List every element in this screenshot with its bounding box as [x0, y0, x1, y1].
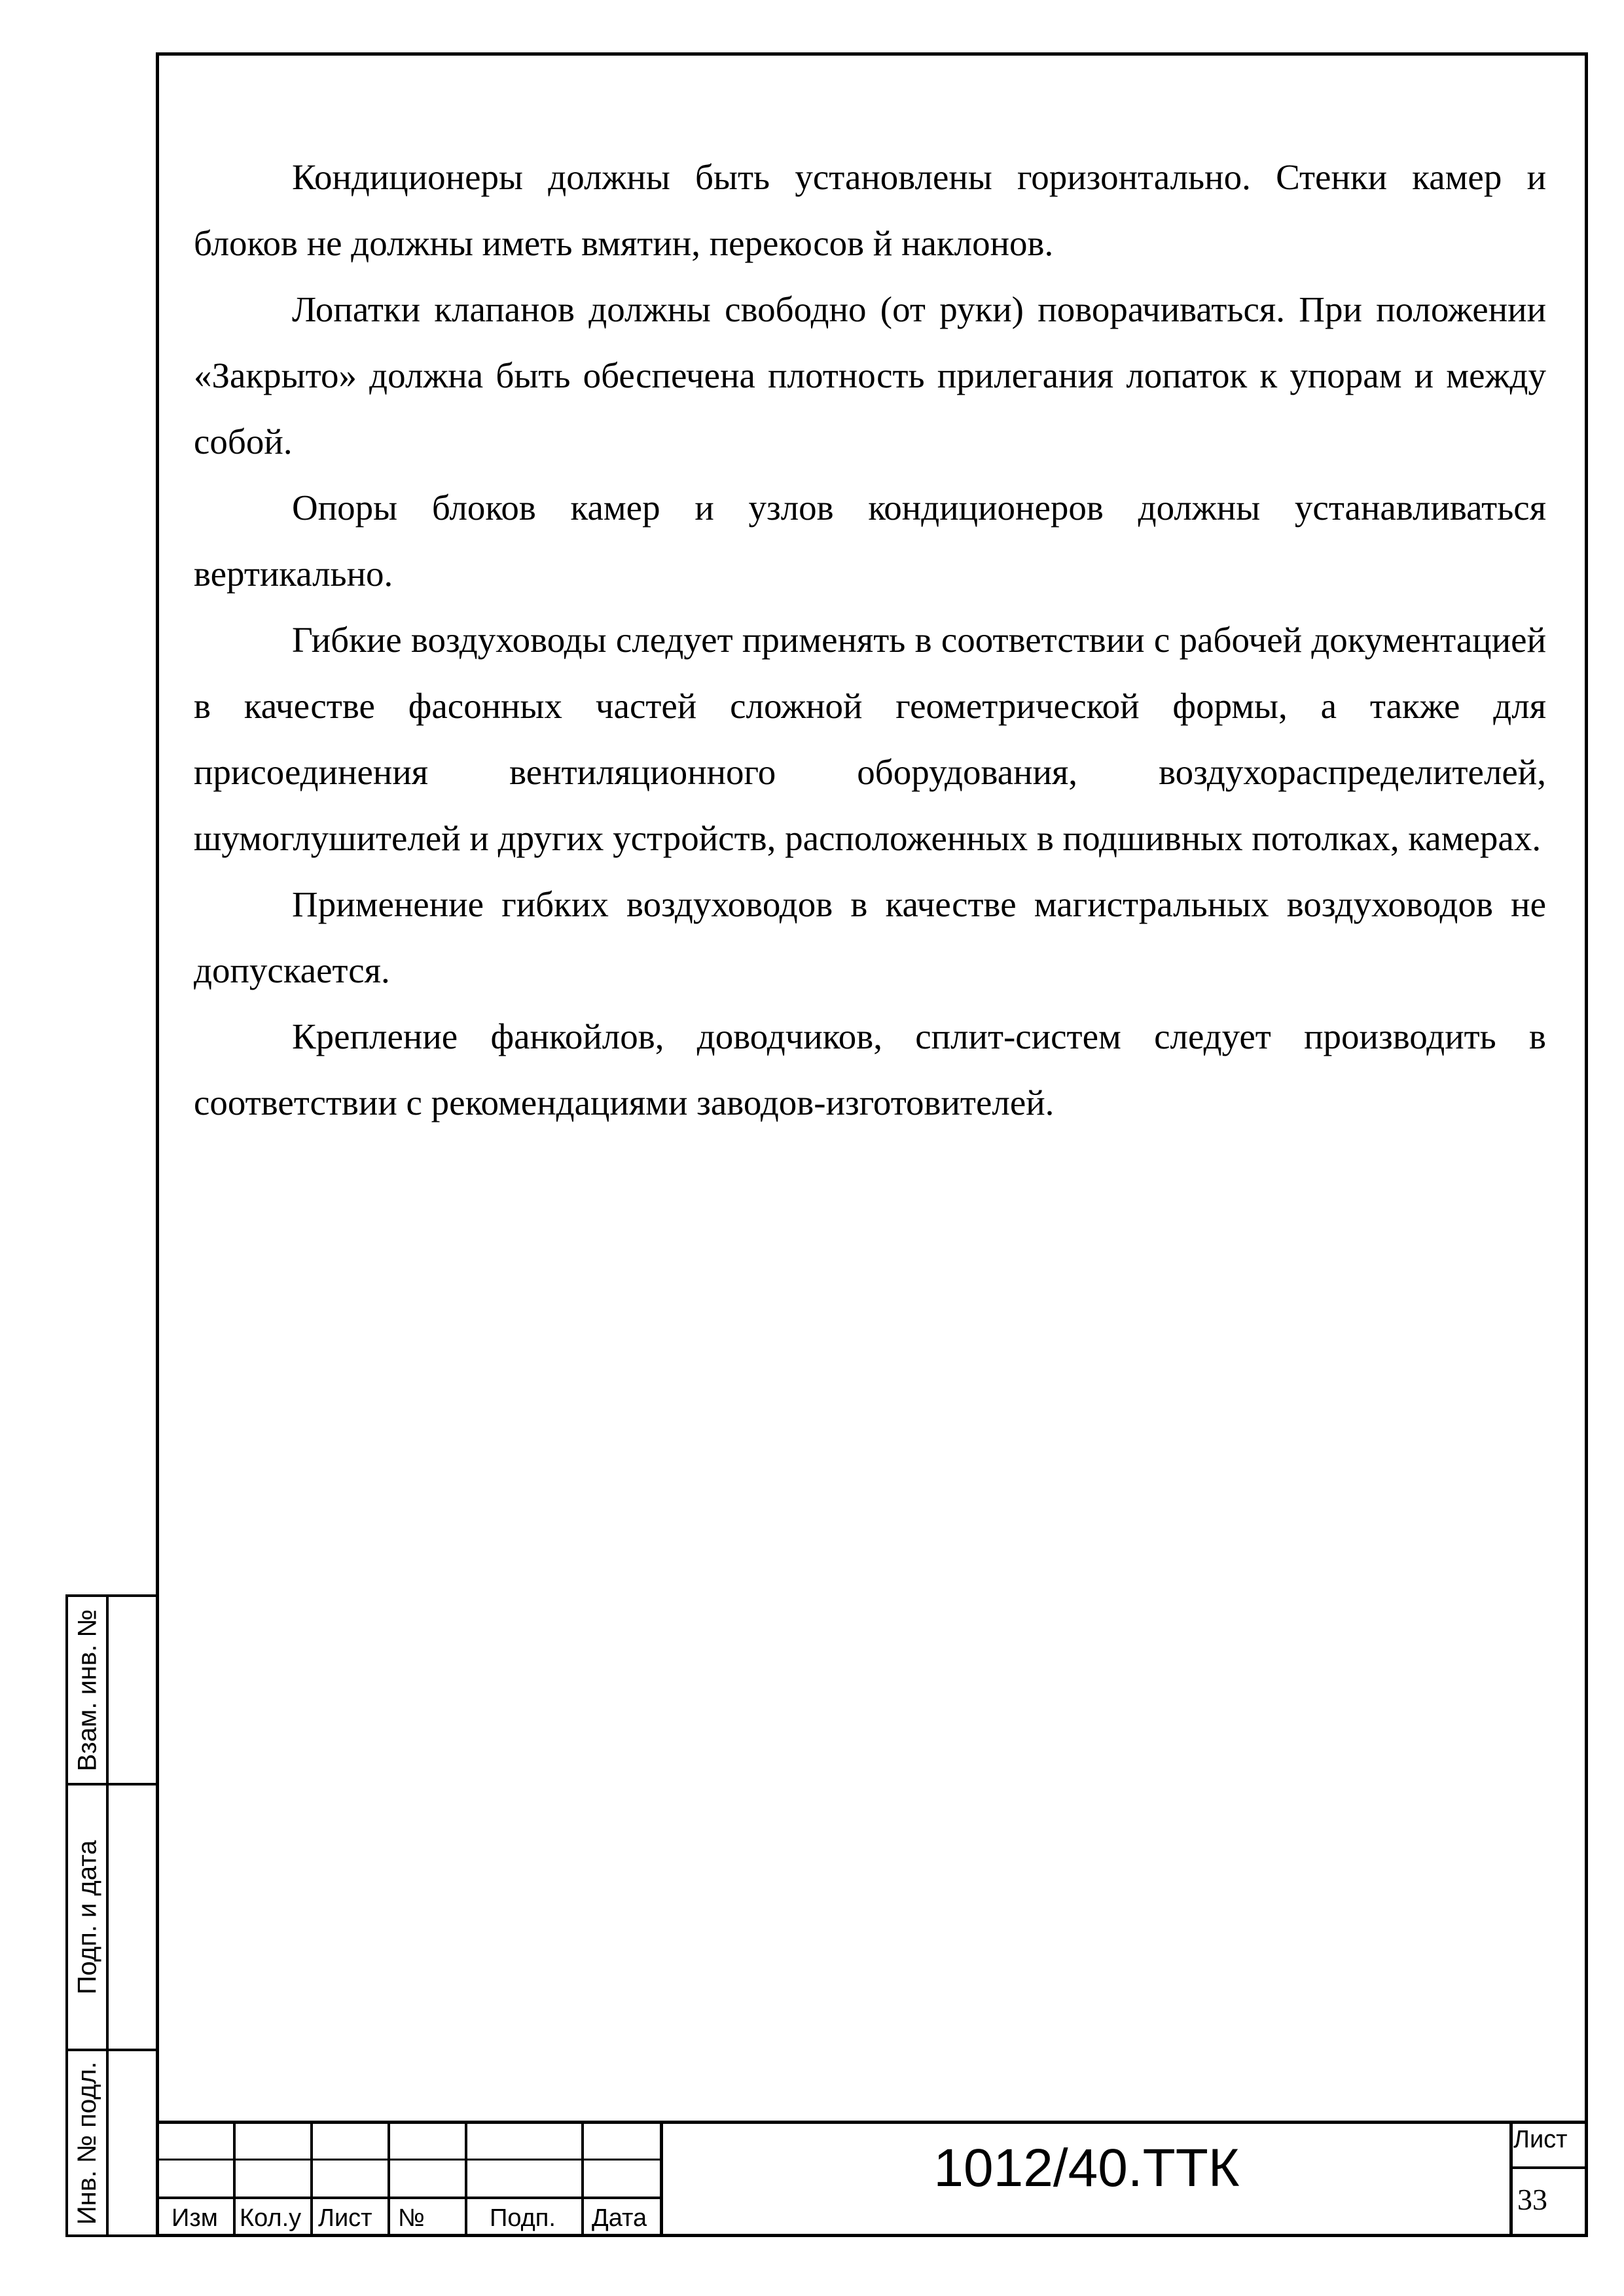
col-podp-label: Подп.: [490, 2204, 556, 2232]
paragraph-6: Крепление фанкойлов, доводчиков, сплит-систем следует производить в соответствии с рекомендациями заводов-изготовителей.: [194, 1016, 1546, 1122]
paragraph-4: Гибкие воздуховоды следует применять в соответствии с рабочей документацией в качестве фасонных частей сложной геометрической формы, а также для присоединения вентиляционного оборудования, воздухораспределителей, шумоглушителей и других устройств, расположенных в подшивных потолках, камерах.: [194, 620, 1546, 858]
side-label-podp-data: Подп. и дата: [73, 1840, 102, 1994]
side-stamp-vzam-inv: [65, 1594, 158, 1785]
sheet-label: Лист: [1513, 2126, 1568, 2153]
document-code: 1012/40.ТТК: [933, 2138, 1240, 2198]
side-label-inv-podl: Инв. № подл.: [73, 2061, 102, 2225]
col-izm-label: Изм: [171, 2204, 218, 2232]
paragraph-2: Лопатки клапанов должны свободно (от руки) поворачиваться. При положении «Закрыто» должна быть обеспечена плотность прилегания лопаток к упорам и между собой.: [194, 289, 1546, 461]
document-body: [194, 144, 1546, 1136]
side-stamp-inv-podl: [65, 2049, 158, 2237]
col-kol-label: Кол.у: [240, 2204, 302, 2232]
col-list-label: Лист: [318, 2204, 372, 2232]
side-stamp-podp-data: [65, 1783, 158, 2051]
side-label-vzam-inv: Взам. инв. №: [73, 1609, 102, 1771]
paragraph-5: Применение гибких воздуховодов в качестве магистральных воздуховодов не допускается.: [194, 884, 1546, 990]
col-num-label: №: [398, 2204, 425, 2232]
sheet-number: 33: [1517, 2183, 1547, 2216]
col-data-label: Дата: [592, 2204, 647, 2232]
paragraph-3: Опоры блоков камер и узлов кондиционеров должны устанавливаться вертикально.: [194, 488, 1546, 594]
paragraph-1: Кондиционеры должны быть установлены горизонтально. Стенки камер и блоков не должны иметь вмятин, перекосов й наклонов.: [194, 157, 1546, 263]
